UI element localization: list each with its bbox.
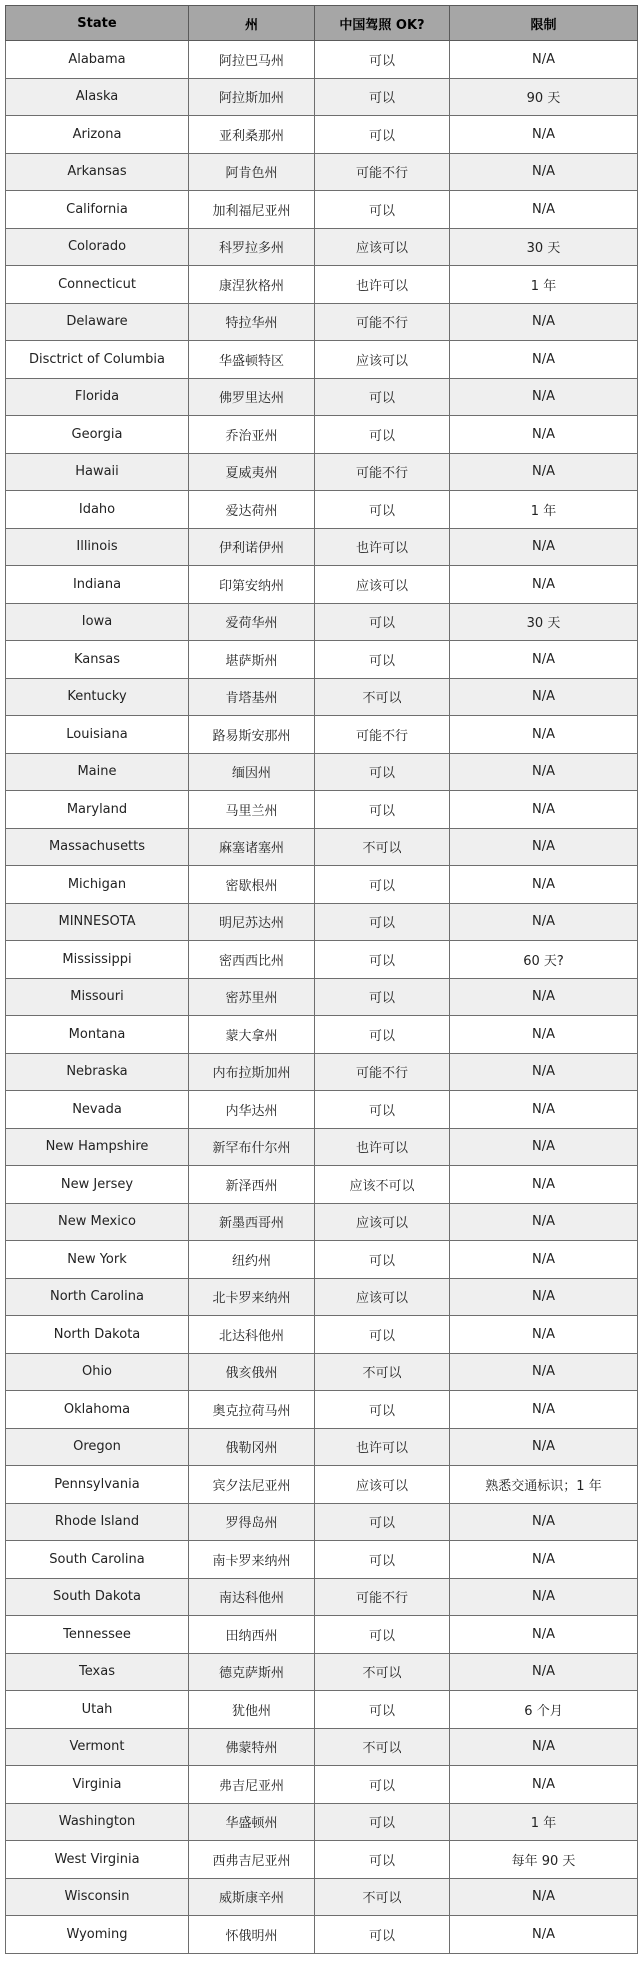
cell-license-ok: 可以 [315, 1016, 450, 1054]
cell-state-cn: 西弗吉尼亚州 [189, 1841, 315, 1879]
cell-state-cn: 缅因州 [189, 753, 315, 791]
cell-restriction: N/A [450, 341, 638, 379]
cell-state: Hawaii [6, 453, 189, 491]
cell-restriction: N/A [450, 1728, 638, 1766]
cell-license-ok: 可以 [315, 866, 450, 904]
cell-license-ok: 可以 [315, 1916, 450, 1954]
table-row [6, 1841, 638, 1879]
cell-state: North Dakota [6, 1316, 189, 1354]
cell-state: Alabama [6, 41, 189, 79]
cell-state-cn: 阿肯色州 [189, 153, 315, 191]
table-row [6, 1053, 638, 1091]
table-row [6, 1466, 638, 1504]
cell-restriction: N/A [450, 903, 638, 941]
cell-restriction: N/A [450, 1428, 638, 1466]
cell-state-cn: 怀俄明州 [189, 1916, 315, 1954]
cell-restriction: 熟悉交通标识；1 年 [450, 1466, 638, 1504]
table-row [6, 1541, 638, 1579]
cell-restriction: N/A [450, 753, 638, 791]
cell-license-ok: 也许可以 [315, 528, 450, 566]
cell-license-ok: 可以 [315, 1391, 450, 1429]
table-row [6, 1316, 638, 1354]
cell-restriction: N/A [450, 1503, 638, 1541]
cell-state-cn: 新泽西州 [189, 1166, 315, 1204]
table-row [6, 116, 638, 154]
table-container [5, 5, 637, 1954]
cell-state-cn: 伊利诺伊州 [189, 528, 315, 566]
cell-restriction: N/A [450, 1166, 638, 1204]
table-row [6, 41, 638, 79]
cell-state-cn: 阿拉巴马州 [189, 41, 315, 79]
table-row [6, 566, 638, 604]
cell-restriction: N/A [450, 528, 638, 566]
cell-state-cn: 爱达荷州 [189, 491, 315, 529]
table-row [6, 641, 638, 679]
cell-restriction: 1 年 [450, 266, 638, 304]
cell-restriction: N/A [450, 416, 638, 454]
cell-state: Louisiana [6, 716, 189, 754]
cell-state-cn: 肯塔基州 [189, 678, 315, 716]
table-row [6, 1728, 638, 1766]
cell-restriction: N/A [450, 566, 638, 604]
cell-state: Kentucky [6, 678, 189, 716]
cell-restriction: N/A [450, 1766, 638, 1804]
header-restriction: 限制 [450, 6, 638, 41]
cell-state-cn: 亚利桑那州 [189, 116, 315, 154]
cell-state: Wyoming [6, 1916, 189, 1954]
table-row [6, 1278, 638, 1316]
cell-state: West Virginia [6, 1841, 189, 1879]
table-row [6, 1016, 638, 1054]
table-row [6, 1503, 638, 1541]
cell-license-ok: 可以 [315, 41, 450, 79]
cell-license-ok: 可以 [315, 978, 450, 1016]
cell-restriction: N/A [450, 1578, 638, 1616]
header-state-cn: 州 [189, 6, 315, 41]
cell-license-ok: 可以 [315, 941, 450, 979]
cell-restriction: N/A [450, 716, 638, 754]
table-row [6, 978, 638, 1016]
table-row [6, 78, 638, 116]
cell-license-ok: 应该可以 [315, 341, 450, 379]
cell-state: Delaware [6, 303, 189, 341]
table-row [6, 1578, 638, 1616]
cell-state-cn: 宾夕法尼亚州 [189, 1466, 315, 1504]
table-row [6, 716, 638, 754]
cell-license-ok: 可以 [315, 1616, 450, 1654]
cell-state-cn: 夏威夷州 [189, 453, 315, 491]
cell-restriction: N/A [450, 1203, 638, 1241]
cell-restriction: N/A [450, 978, 638, 1016]
cell-license-ok: 不可以 [315, 1878, 450, 1916]
table-row [6, 603, 638, 641]
cell-license-ok: 可以 [315, 903, 450, 941]
table-row [6, 378, 638, 416]
cell-restriction: 30 天 [450, 228, 638, 266]
cell-state-cn: 南达科他州 [189, 1578, 315, 1616]
cell-state-cn: 科罗拉多州 [189, 228, 315, 266]
table-row [6, 941, 638, 979]
cell-license-ok: 可以 [315, 1541, 450, 1579]
cell-restriction: N/A [450, 378, 638, 416]
cell-restriction: 1 年 [450, 1803, 638, 1841]
cell-license-ok: 可能不行 [315, 153, 450, 191]
table-row [6, 1766, 638, 1804]
cell-state-cn: 奥克拉荷马州 [189, 1391, 315, 1429]
cell-state-cn: 特拉华州 [189, 303, 315, 341]
cell-restriction: N/A [450, 1316, 638, 1354]
cell-restriction: N/A [450, 1053, 638, 1091]
cell-state: Tennessee [6, 1616, 189, 1654]
cell-state-cn: 俄勒冈州 [189, 1428, 315, 1466]
cell-license-ok: 可以 [315, 116, 450, 154]
table-body [6, 41, 638, 1954]
cell-state-cn: 华盛顿特区 [189, 341, 315, 379]
cell-license-ok: 应该可以 [315, 566, 450, 604]
cell-restriction: 90 天 [450, 78, 638, 116]
cell-state-cn: 麻塞诸塞州 [189, 828, 315, 866]
cell-license-ok: 不可以 [315, 828, 450, 866]
cell-state: Alaska [6, 78, 189, 116]
table-row [6, 1653, 638, 1691]
cell-state: MINNESOTA [6, 903, 189, 941]
cell-license-ok: 不可以 [315, 1353, 450, 1391]
table-row [6, 1878, 638, 1916]
cell-license-ok: 可以 [315, 191, 450, 229]
cell-state-cn: 华盛顿州 [189, 1803, 315, 1841]
cell-restriction: N/A [450, 866, 638, 904]
cell-license-ok: 可能不行 [315, 1578, 450, 1616]
cell-state-cn: 印第安纳州 [189, 566, 315, 604]
cell-restriction: N/A [450, 1128, 638, 1166]
cell-state: New Hampshire [6, 1128, 189, 1166]
cell-state: Washington [6, 1803, 189, 1841]
cell-license-ok: 可以 [315, 78, 450, 116]
cell-restriction: N/A [450, 1278, 638, 1316]
cell-license-ok: 可能不行 [315, 303, 450, 341]
cell-state-cn: 康涅狄格州 [189, 266, 315, 304]
table-row [6, 491, 638, 529]
table-row [6, 903, 638, 941]
cell-state-cn: 内华达州 [189, 1091, 315, 1129]
cell-license-ok: 可以 [315, 1503, 450, 1541]
table-row [6, 791, 638, 829]
cell-state: North Carolina [6, 1278, 189, 1316]
cell-state-cn: 密苏里州 [189, 978, 315, 1016]
cell-state: Georgia [6, 416, 189, 454]
cell-restriction: N/A [450, 116, 638, 154]
table-row [6, 266, 638, 304]
cell-license-ok: 可能不行 [315, 716, 450, 754]
table-row [6, 528, 638, 566]
cell-restriction: N/A [450, 303, 638, 341]
cell-restriction: 1 年 [450, 491, 638, 529]
cell-restriction: N/A [450, 191, 638, 229]
cell-state: Colorado [6, 228, 189, 266]
cell-state: Oregon [6, 1428, 189, 1466]
cell-state: Maryland [6, 791, 189, 829]
cell-state: New Jersey [6, 1166, 189, 1204]
cell-restriction: N/A [450, 1241, 638, 1279]
cell-restriction: N/A [450, 453, 638, 491]
cell-state: Massachusetts [6, 828, 189, 866]
cell-state: Iowa [6, 603, 189, 641]
cell-restriction: N/A [450, 1016, 638, 1054]
cell-state: Idaho [6, 491, 189, 529]
cell-restriction: N/A [450, 1916, 638, 1954]
cell-state-cn: 密歇根州 [189, 866, 315, 904]
cell-license-ok: 可以 [315, 1091, 450, 1129]
table-row [6, 1391, 638, 1429]
cell-state: Connecticut [6, 266, 189, 304]
table-row [6, 1166, 638, 1204]
cell-license-ok: 可以 [315, 416, 450, 454]
table-row [6, 416, 638, 454]
cell-state-cn: 阿拉斯加州 [189, 78, 315, 116]
cell-restriction: N/A [450, 1616, 638, 1654]
cell-state-cn: 路易斯安那州 [189, 716, 315, 754]
cell-state: Indiana [6, 566, 189, 604]
cell-license-ok: 可以 [315, 1691, 450, 1729]
cell-state: Disctrict of Columbia [6, 341, 189, 379]
cell-state: Montana [6, 1016, 189, 1054]
cell-license-ok: 可能不行 [315, 453, 450, 491]
cell-state: Oklahoma [6, 1391, 189, 1429]
cell-license-ok: 可以 [315, 641, 450, 679]
cell-state: Texas [6, 1653, 189, 1691]
table-row [6, 1916, 638, 1954]
table-row [6, 866, 638, 904]
table-row [6, 1241, 638, 1279]
cell-state: California [6, 191, 189, 229]
cell-license-ok: 可以 [315, 791, 450, 829]
cell-license-ok: 可以 [315, 603, 450, 641]
cell-state: Maine [6, 753, 189, 791]
cell-restriction: 每年 90 天 [450, 1841, 638, 1879]
cell-restriction: N/A [450, 153, 638, 191]
cell-restriction: N/A [450, 1091, 638, 1129]
cell-license-ok: 可以 [315, 378, 450, 416]
cell-state: Michigan [6, 866, 189, 904]
cell-state-cn: 堪萨斯州 [189, 641, 315, 679]
cell-restriction: N/A [450, 41, 638, 79]
cell-state: South Dakota [6, 1578, 189, 1616]
table-row [6, 341, 638, 379]
cell-license-ok: 不可以 [315, 678, 450, 716]
cell-state-cn: 德克萨斯州 [189, 1653, 315, 1691]
cell-license-ok: 也许可以 [315, 266, 450, 304]
cell-state-cn: 北达科他州 [189, 1316, 315, 1354]
table-row [6, 753, 638, 791]
table-row [6, 1091, 638, 1129]
cell-state-cn: 北卡罗来纳州 [189, 1278, 315, 1316]
cell-state-cn: 佛蒙特州 [189, 1728, 315, 1766]
cell-state-cn: 密西西比州 [189, 941, 315, 979]
cell-license-ok: 不可以 [315, 1728, 450, 1766]
cell-state-cn: 明尼苏达州 [189, 903, 315, 941]
cell-state-cn: 蒙大拿州 [189, 1016, 315, 1054]
cell-license-ok: 可以 [315, 1766, 450, 1804]
cell-restriction: N/A [450, 791, 638, 829]
table-row [6, 1428, 638, 1466]
cell-restriction: 6 个月 [450, 1691, 638, 1729]
cell-state: Wisconsin [6, 1878, 189, 1916]
cell-license-ok: 应该可以 [315, 1466, 450, 1504]
cell-state: Pennsylvania [6, 1466, 189, 1504]
table-row [6, 1203, 638, 1241]
cell-restriction: 60 天? [450, 941, 638, 979]
cell-license-ok: 可以 [315, 491, 450, 529]
cell-state: Florida [6, 378, 189, 416]
cell-state-cn: 加利福尼亚州 [189, 191, 315, 229]
cell-state: Illinois [6, 528, 189, 566]
cell-restriction: N/A [450, 1391, 638, 1429]
cell-state-cn: 乔治亚州 [189, 416, 315, 454]
cell-license-ok: 可以 [315, 1316, 450, 1354]
cell-state-cn: 弗吉尼亚州 [189, 1766, 315, 1804]
cell-state-cn: 新墨西哥州 [189, 1203, 315, 1241]
cell-license-ok: 应该可以 [315, 228, 450, 266]
cell-state: Missouri [6, 978, 189, 1016]
cell-state-cn: 纽约州 [189, 1241, 315, 1279]
cell-restriction: 30 天 [450, 603, 638, 641]
cell-restriction: N/A [450, 641, 638, 679]
cell-license-ok: 可能不行 [315, 1053, 450, 1091]
cell-state-cn: 佛罗里达州 [189, 378, 315, 416]
header-state: State [6, 6, 189, 41]
cell-restriction: N/A [450, 828, 638, 866]
cell-state: Nebraska [6, 1053, 189, 1091]
cell-state: Ohio [6, 1353, 189, 1391]
cell-restriction: N/A [450, 1653, 638, 1691]
cell-state: Nevada [6, 1091, 189, 1129]
cell-state: Vermont [6, 1728, 189, 1766]
table-row [6, 153, 638, 191]
cell-state: Kansas [6, 641, 189, 679]
cell-restriction: N/A [450, 1353, 638, 1391]
license-table [5, 5, 638, 1954]
cell-state: South Carolina [6, 1541, 189, 1579]
cell-state-cn: 新罕布什尔州 [189, 1128, 315, 1166]
table-row [6, 228, 638, 266]
cell-license-ok: 可以 [315, 1241, 450, 1279]
cell-state: Rhode Island [6, 1503, 189, 1541]
table-row [6, 1353, 638, 1391]
cell-license-ok: 可以 [315, 1803, 450, 1841]
cell-restriction: N/A [450, 678, 638, 716]
cell-state-cn: 威斯康辛州 [189, 1878, 315, 1916]
cell-state: Utah [6, 1691, 189, 1729]
cell-license-ok: 应该可以 [315, 1203, 450, 1241]
cell-state-cn: 爱荷华州 [189, 603, 315, 641]
table-row [6, 453, 638, 491]
cell-license-ok: 也许可以 [315, 1428, 450, 1466]
cell-state: Virginia [6, 1766, 189, 1804]
cell-state-cn: 内布拉斯加州 [189, 1053, 315, 1091]
cell-license-ok: 应该不可以 [315, 1166, 450, 1204]
cell-state-cn: 犹他州 [189, 1691, 315, 1729]
cell-state-cn: 田纳西州 [189, 1616, 315, 1654]
cell-license-ok: 不可以 [315, 1653, 450, 1691]
table-row [6, 1691, 638, 1729]
table-row [6, 191, 638, 229]
cell-license-ok: 应该可以 [315, 1278, 450, 1316]
cell-state: New York [6, 1241, 189, 1279]
table-row [6, 303, 638, 341]
header-row [6, 6, 638, 41]
cell-restriction: N/A [450, 1541, 638, 1579]
cell-state: Arkansas [6, 153, 189, 191]
table-row [6, 1803, 638, 1841]
cell-state-cn: 马里兰州 [189, 791, 315, 829]
table-row [6, 1616, 638, 1654]
cell-state-cn: 俄亥俄州 [189, 1353, 315, 1391]
cell-state: Mississippi [6, 941, 189, 979]
cell-license-ok: 也许可以 [315, 1128, 450, 1166]
cell-state: New Mexico [6, 1203, 189, 1241]
header-license-ok: 中国驾照 OK? [315, 6, 450, 41]
table-row [6, 1128, 638, 1166]
cell-state-cn: 南卡罗来纳州 [189, 1541, 315, 1579]
table-row [6, 828, 638, 866]
cell-state: Arizona [6, 116, 189, 154]
cell-restriction: N/A [450, 1878, 638, 1916]
cell-state-cn: 罗得岛州 [189, 1503, 315, 1541]
cell-license-ok: 可以 [315, 753, 450, 791]
table-row [6, 678, 638, 716]
cell-license-ok: 可以 [315, 1841, 450, 1879]
